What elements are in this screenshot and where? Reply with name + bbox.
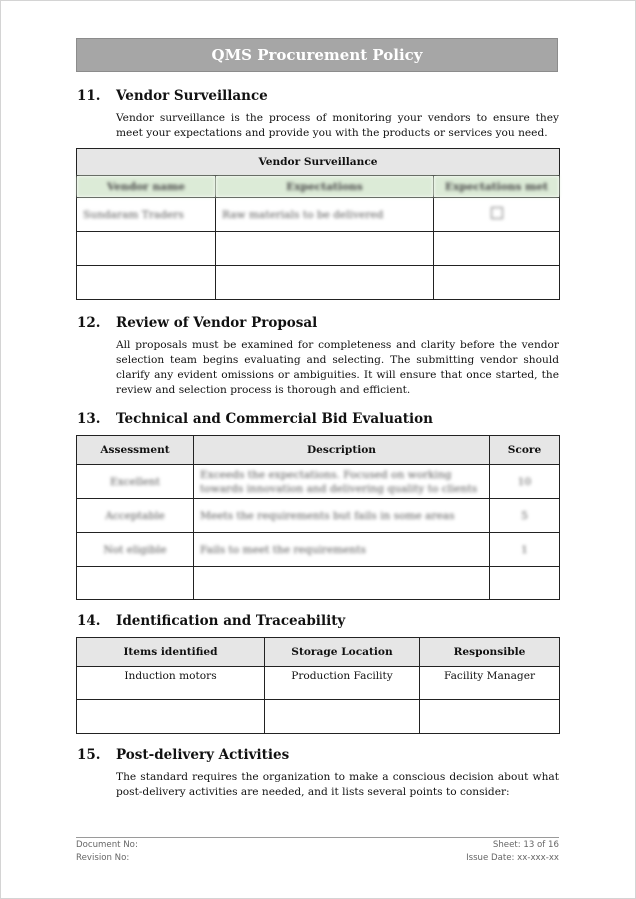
- table-cell: Induction motors: [77, 667, 265, 700]
- section-title: Vendor Surveillance: [116, 88, 268, 104]
- document-title: QMS Procurement Policy: [76, 38, 558, 72]
- section-number: 11.: [77, 88, 101, 104]
- column-header: Expectations: [216, 176, 434, 198]
- section-number: 15.: [77, 747, 101, 763]
- revision-number-label: Revision No:: [76, 853, 130, 863]
- section-number: 12.: [77, 315, 101, 331]
- table-row: [77, 700, 560, 734]
- section-body-15: The standard requires the organization to make a conscious decision about what post-delivery activities are needed, and it lists several points to consider:: [116, 771, 559, 798]
- table-cell: Raw materials to be delivered: [216, 198, 434, 232]
- issue-date: Issue Date: xx-xxx-xx: [466, 853, 559, 863]
- section-body-12: All proposals must be examined for completeness and clarity before the vendor selection team begins evaluating and selecting. The submitting vendor should clarify any evident omissions or ambiguities. It will ensure that once started, the review and selection process is thorough and efficient.: [116, 339, 559, 396]
- column-header: Items identified: [77, 638, 265, 667]
- section-title: Identification and Traceability: [116, 613, 346, 629]
- column-header: Score: [490, 436, 560, 465]
- table-cell: Excellent: [77, 465, 194, 499]
- section-title: Review of Vendor Proposal: [116, 315, 318, 331]
- table-cell: Production Facility: [265, 667, 420, 700]
- section-number: 14.: [77, 613, 101, 629]
- table-cell: Not eligible: [77, 533, 194, 567]
- table-row: [77, 533, 560, 567]
- table-row: [77, 667, 560, 700]
- sheet-number: Sheet: 13 of 16: [492, 840, 559, 850]
- table-cell: Meets the requirements but fails in some areas: [194, 499, 490, 533]
- table-cell: Acceptable: [77, 499, 194, 533]
- column-header: Description: [194, 436, 490, 465]
- table-row: [77, 465, 560, 499]
- table-cell: 1: [490, 533, 560, 567]
- section-title: Technical and Commercial Bid Evaluation: [116, 411, 433, 427]
- section-body-11: Vendor surveillance is the process of monitoring your vendors to ensure they meet your expectations and provide you with the products or services you need.: [116, 112, 559, 139]
- section-heading-11: [77, 88, 268, 104]
- table-row: [77, 198, 560, 232]
- page-footer: [76, 837, 559, 865]
- vendor-surveillance-table: [76, 148, 560, 300]
- column-header: Assessment: [77, 436, 194, 465]
- table-row: [77, 232, 560, 266]
- column-header: Expectations met: [434, 176, 560, 198]
- table-row: [77, 266, 560, 300]
- table-cell: Exceeds the expectations. Focused on working towards innovation and delivering quality to clients: [194, 465, 490, 499]
- column-header: Storage Location: [265, 638, 420, 667]
- section-number: 13.: [77, 411, 101, 427]
- table-cell: Facility Manager: [420, 667, 560, 700]
- section-heading-14: [77, 613, 345, 629]
- table-cell: Fails to meet the requirements: [194, 533, 490, 567]
- section-heading-15: [77, 747, 289, 763]
- checkbox[interactable]: [491, 207, 503, 219]
- section-title: Post-delivery Activities: [116, 747, 290, 763]
- document-number-label: Document No:: [76, 840, 138, 850]
- traceability-table: [76, 637, 560, 734]
- table-caption: Vendor Surveillance: [77, 149, 560, 176]
- table-cell: [434, 198, 560, 232]
- table-cell: Sundaram Traders: [77, 198, 216, 232]
- column-header: Vendor name: [77, 176, 216, 198]
- table-row: [77, 499, 560, 533]
- table-cell: 10: [490, 465, 560, 499]
- bid-evaluation-table: [76, 435, 560, 600]
- section-heading-13: [77, 411, 433, 427]
- table-cell: 5: [490, 499, 560, 533]
- section-heading-12: [77, 315, 317, 331]
- column-header: Responsible: [420, 638, 560, 667]
- table-row: [77, 567, 560, 600]
